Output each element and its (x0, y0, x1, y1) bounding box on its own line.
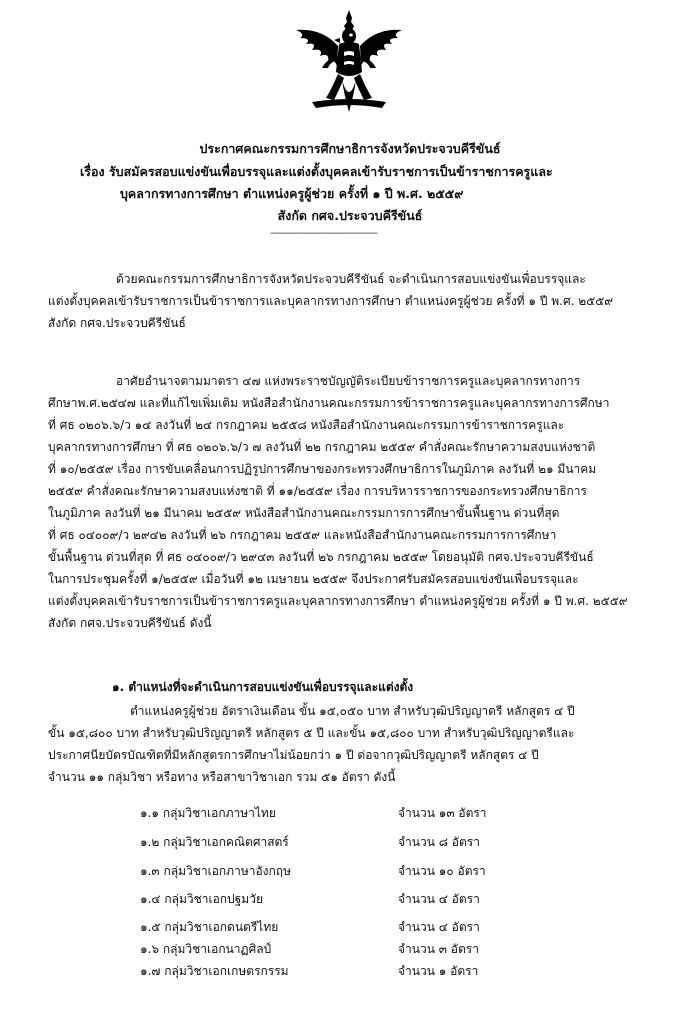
position-item-count: จำนวน ๔ อัตรา (398, 892, 480, 906)
section-1-title: ๑. ตำแหน่งที่จะดำเนินการสอบแข่งขันเพื่อบรรจุและแต่งตั้ง (112, 680, 414, 694)
intro-line-3: สังกัด กศจ.ประจวบคีรีขันธ์ (48, 316, 186, 330)
authority-line-8: ที่ ศธ ๐๔๐๐๙/ว ๒๙๔๒ ลงวันที่ ๒๖ กรกฎาคม ๒๕๕๙ และหนังสือสำนักงานคณะกรรมการการศึกษา (48, 528, 557, 542)
authority-line-9: ขั้นพื้นฐาน ด่วนที่สุด ที่ ศธ ๐๔๐๐๙/ว ๒๙๔๓ ลงวันที่ ๒๖ กรกฎาคม ๒๕๕๙ โดยอนุมัติ กศจ.ประจวบคีรีขันธ์ (48, 550, 594, 564)
position-item-count: จำนวน ๑ อัตรา (398, 964, 479, 978)
authority-line-3: ที่ ศธ ๐๒๐๖.๖/ว ๑๔ ลงวันที่ ๒๔ กรกฎาคม ๒๕๕๘ หนังสือสำนักงานคณะกรรมการข้าราชการครูและ (48, 418, 565, 432)
intro-line-1: ด้วยคณะกรรมการศึกษาธิการจังหวัดประจวบคีรีขันธ์ จะดำเนินการสอบแข่งขันเพื่อบรรจุและ (116, 272, 586, 286)
position-item-label: ๑.๓ กลุ่มวิชาเอกภาษาอังกฤษ (140, 864, 291, 878)
position-item-label: ๑.๖ กลุ่มวิชาเอกนาฏศิลป์ (140, 942, 272, 956)
authority-line-2: ศึกษาพ.ศ.๒๕๔๗ และที่แก้ไขเพิ่มเติม หนังสือสำนักงานคณะกรรมการข้าราชการครูและบุคลากรทางการศึกษา (48, 396, 610, 410)
authority-line-4: บุคลากรทางการศึกษา ที่ ศธ ๐๒๐๖.๖/ว ๗ ลงวันที่ ๒๒ กรกฎาคม ๒๕๕๙ คำสั่งคณะรักษาความสงบแห่งชาติ (48, 440, 596, 454)
position-item-count: จำนวน ๔ อัตรา (398, 920, 480, 934)
position-item-label: ๑.๒ กลุ่มวิชาเอกคณิตศาสตร์ (140, 835, 289, 849)
intro-line-2: แต่งตั้งบุคคลเข้ารับราชการเป็นข้าราชการและบุคลากรทางการศึกษา ตำแหน่งครูผู้ช่วย ครั้งที่ ๑ ปี พ.ศ. ๒๕๕๙ (48, 294, 614, 308)
position-item-label: ๑.๑ กลุ่มวิชาเอกภาษาไทย (140, 806, 276, 820)
announcement-affiliation: สังกัด กศจ.ประจวบคีรีขันธ์ (277, 208, 423, 223)
section-1-line-2: ขั้น ๑๕,๘๐๐ บาท สำหรับวุฒิปริญญาตรี หลักสูตร ๕ ปี และขั้น ๑๕,๘๐๐ บาท สำหรับวุฒิปริญญาตรีและ (48, 726, 575, 740)
announcement-subject-cont: บุคลากรทางการศึกษา ตำแหน่งครูผู้ช่วย ครั้งที่ ๑ ปี พ.ศ. ๒๕๕๙ (120, 186, 464, 201)
authority-line-10: ในการประชุมครั้งที่ ๑/๒๕๕๙ เมื่อวันที่ ๑๒ เมษายน ๒๕๕๙ จึงประกาศรับสมัครสอบแข่งขันเพื่อบรรจุและ (48, 572, 579, 586)
position-item-label: ๑.๗ กลุ่มวิชาเอกเกษตรกรรม (140, 964, 289, 978)
position-item-count: จำนวน ๑๓ อัตรา (398, 806, 487, 820)
authority-line-12: สังกัด กศจ.ประจวบคีรีขันธ์ ดังนี้ (48, 616, 212, 630)
position-item-count: จำนวน ๓ อัตรา (398, 942, 479, 956)
authority-line-1: อาศัยอำนาจตามมาตรา ๔๗ แห่งพระราชบัญญัติระเบียบข้าราชการครูและบุคลากรทางการ (116, 374, 581, 388)
authority-line-11: แต่งตั้งบุคคลเข้ารับราชการเป็นข้าราชการครูและบุคลากรทางการศึกษา ตำแหน่งครูผู้ช่วย ครั้งที่ ๑ ปี พ.ศ. ๒๕๕๙ (48, 594, 628, 608)
authority-line-6: ๒๕๕๙ คำสั่งคณะรักษาความสงบแห่งชาติ ที่ ๑๑/๒๕๕๙ เรื่อง การบริหารราชการของกระทรวงศึกษาธิการ (48, 484, 587, 498)
section-1-line-4: จำนวน ๑๑ กลุ่มวิชา หรือทาง หรือสาขาวิชาเอก รวม ๕๑ อัตรา ดังนี้ (48, 770, 396, 784)
announcement-subject: เรื่อง รับสมัครสอบแข่งขันเพื่อบรรจุและแต่งตั้งบุคคลเข้ารับราชการเป็นข้าราชการครูและ (80, 164, 553, 179)
section-1-line-1: ตำแหน่งครูผู้ช่วย อัตราเงินเดือน ขั้น ๑๕,๐๕๐ บาท สำหรับวุฒิปริญญาตรี หลักสูตร ๔ ปี (130, 704, 575, 718)
position-item-count: จำนวน ๑๐ อัตรา (398, 864, 486, 878)
section-1-line-3: ประกาศนียบัตรบัณฑิตที่มีหลักสูตรการศึกษาไม่น้อยกว่า ๑ ปี ต่อจากวุฒิปริญญาตรี หลักสูตร ๔ ปี (48, 748, 539, 762)
position-item-label: ๑.๔ กลุ่มวิชาเอกปฐมวัย (140, 892, 263, 906)
position-item-count: จำนวน ๘ อัตรา (398, 835, 480, 849)
garuda-emblem-icon (282, 8, 416, 120)
position-item-label: ๑.๕ กลุ่มวิชาเอกดนตรีไทย (140, 920, 279, 934)
heading-divider: ----------------------------------------- (270, 228, 377, 239)
authority-line-7: ในภูมิภาค ลงวันที่ ๒๑ มีนาคม ๒๕๕๙ หนังสือสำนักงานคณะกรรมการการศึกษาขั้นพื้นฐาน ด่วนที่สุด (48, 506, 560, 520)
announcement-title: ประกาศคณะกรรมการศึกษาธิการจังหวัดประจวบคีรีขันธ์ (199, 141, 501, 156)
authority-line-5: ที่ ๑๐/๒๕๕๙ เรื่อง การขับเคลื่อนการปฏิรูปการศึกษาของกระทรวงศึกษาธิการในภูมิภาค ลงวันที่ ๒๑ มีนาคม (48, 462, 597, 476)
